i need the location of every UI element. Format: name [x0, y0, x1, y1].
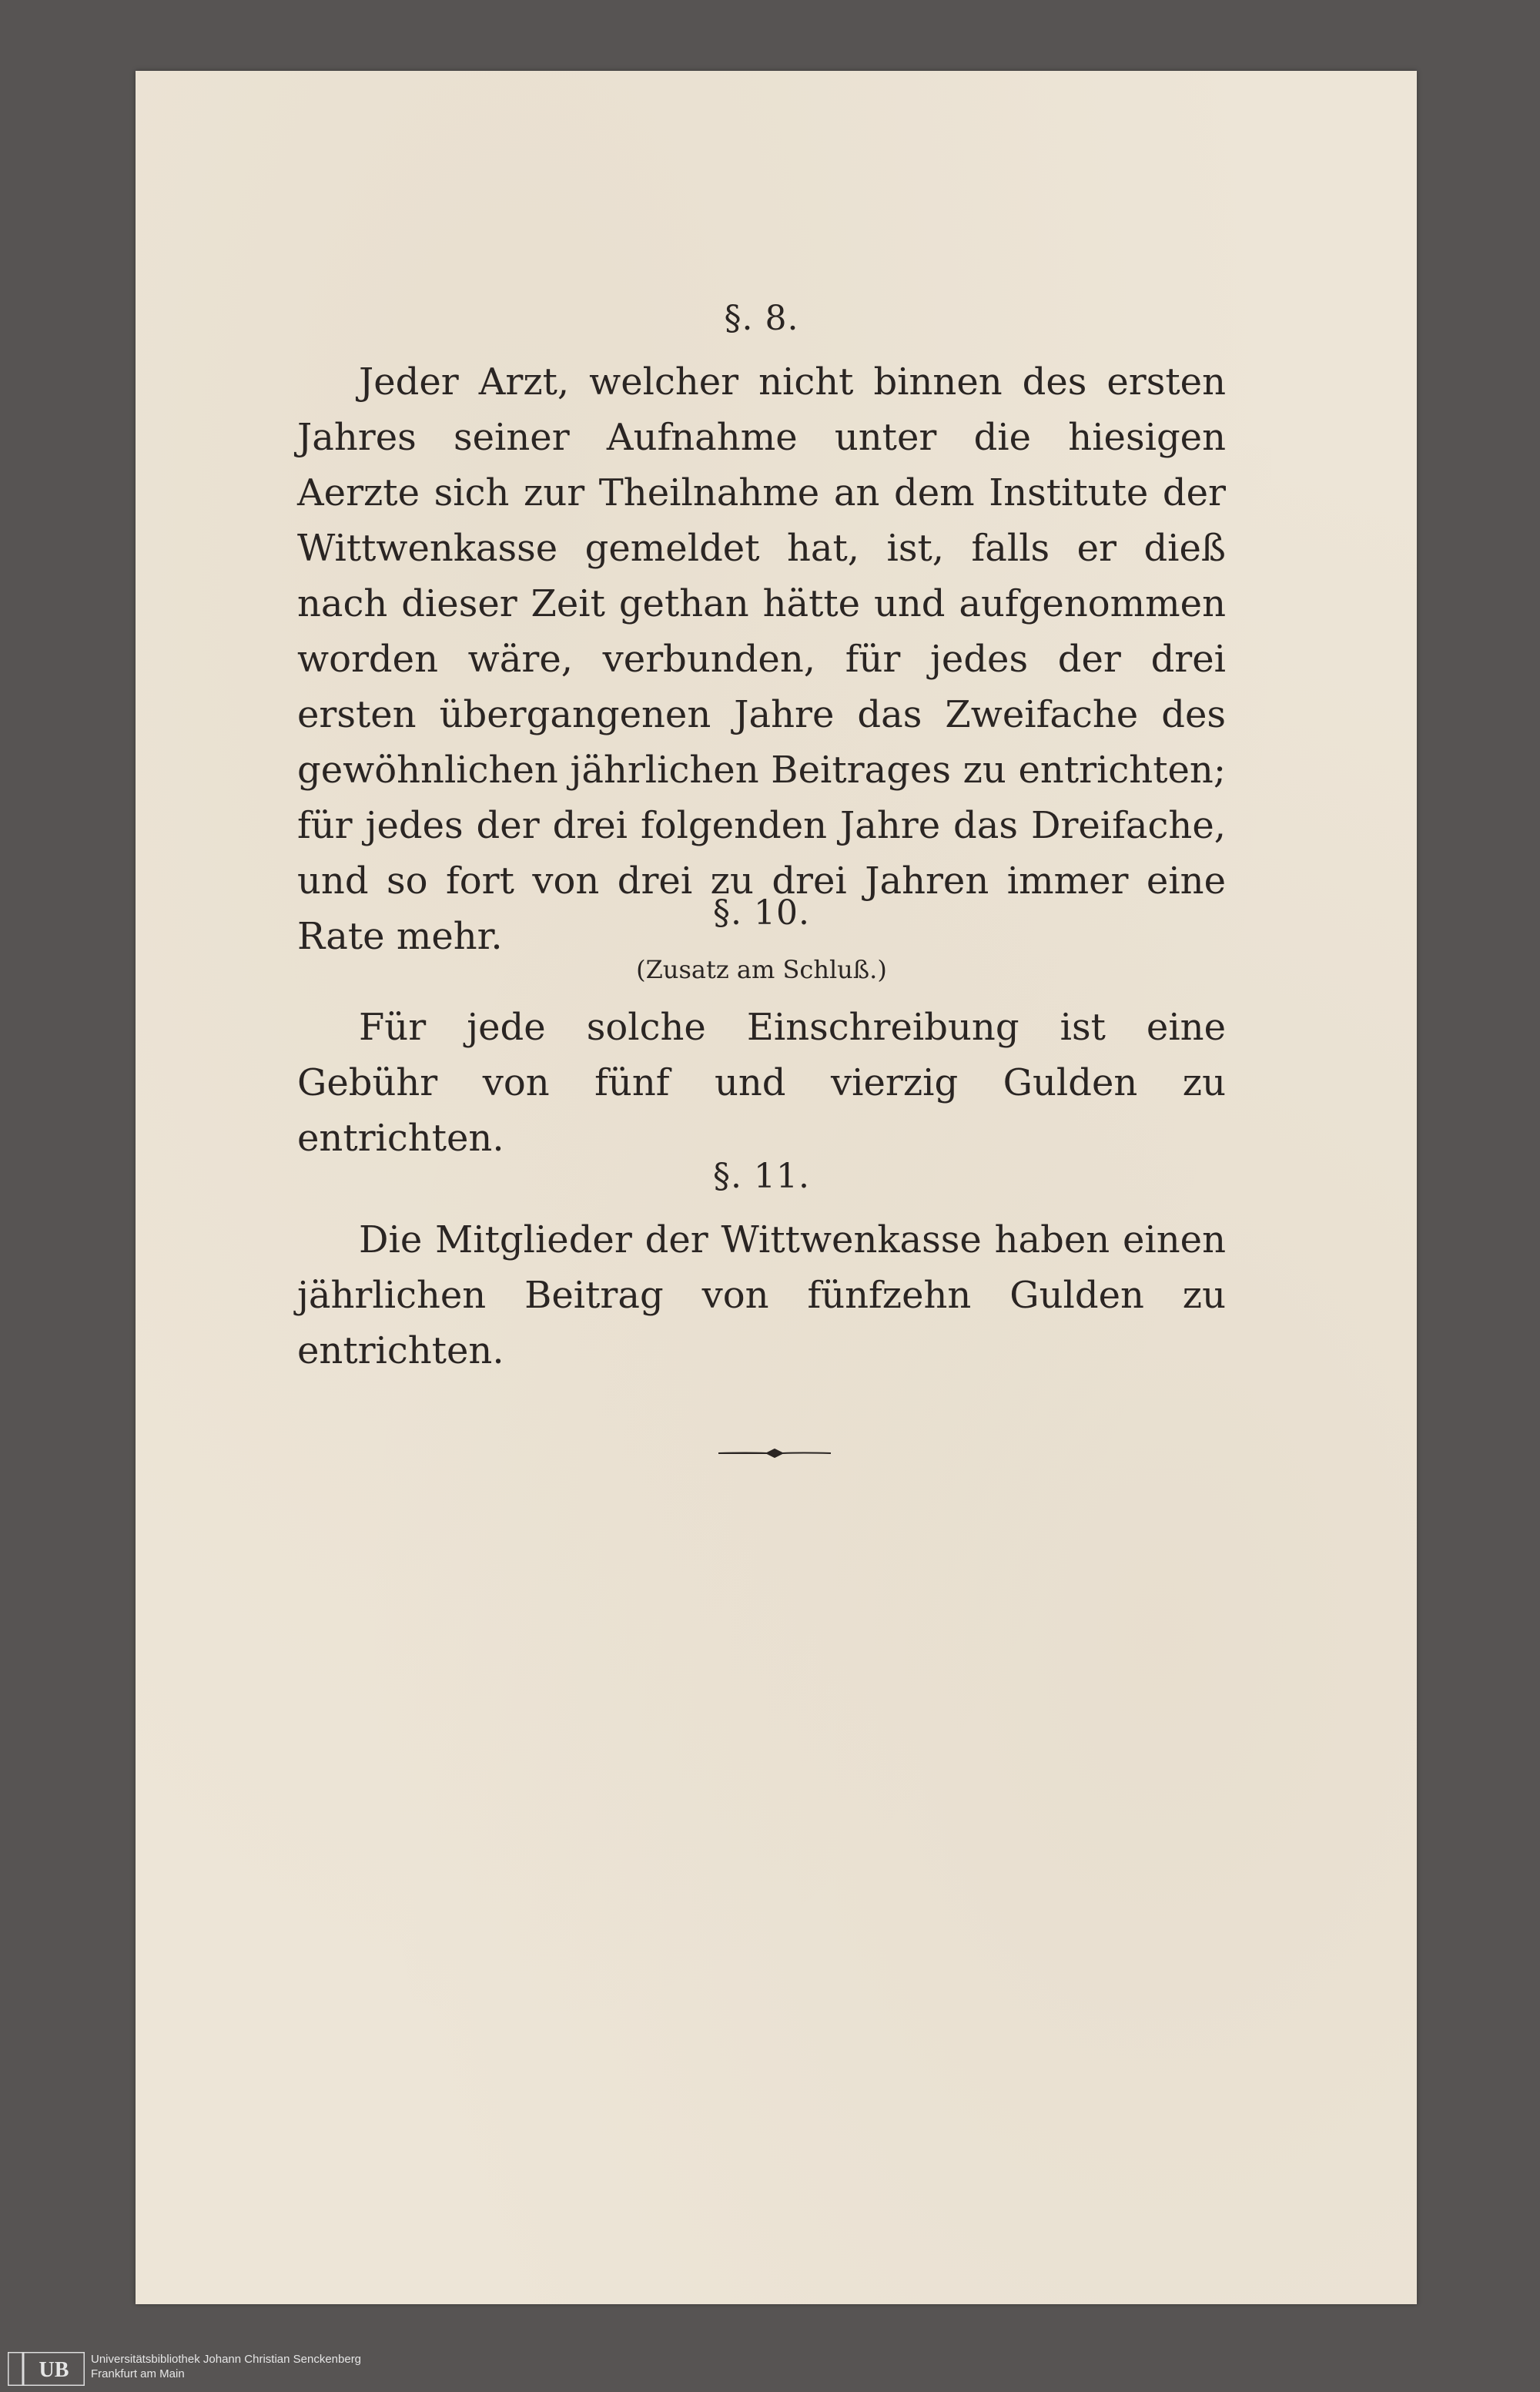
section-8-body: Jeder Arzt, welcher nicht binnen des ersten Jahres seiner Aufnahme unter die hiesigen Aerzte sich zur Theilnahme an dem Institute der Wittwenkasse gemeldet hat, ist, falls er dieß nach dieser Zeit gethan hätte und aufgenommen worden wäre, verbunden, für jedes der drei ersten übergangenen Jahre das Zweifache des gewöhnlichen jährlichen Beitrages zu entrichten; für jedes der drei folgenden Jahre das Dreifache, und so fort von drei zu drei Jahren immer eine Rate mehr.	[297, 360, 1226, 958]
section-10-subheading: (Zusatz am Schluß.)	[636, 955, 887, 984]
section-10-heading: §. 10.	[713, 893, 810, 933]
section-8-text	[297, 354, 1226, 964]
section-10-body: Für jede solche Einschreibung ist eine Gebühr von fünf und vierzig Gulden zu entrichten.	[297, 1006, 1226, 1160]
footer-institution	[91, 2352, 361, 2381]
institution-city: Frankfurt am Main	[91, 2367, 185, 2380]
document-page	[136, 71, 1417, 2304]
section-10-text	[297, 1000, 1226, 1166]
section-11-text	[297, 1212, 1226, 1379]
ornament-divider-icon	[717, 1446, 832, 1461]
section-11-body: Die Mitglieder der Wittwenkasse haben einen jährlichen Beitrag von fünfzehn Gulden zu entrichten.	[297, 1218, 1226, 1372]
section-8-heading: §. 8.	[724, 299, 799, 338]
logo-text: UB	[38, 2358, 69, 2382]
section-11-heading: §. 11.	[713, 1157, 810, 1196]
library-logo-icon	[8, 2352, 85, 2386]
institution-name: Universitätsbibliothek Johann Christian Senckenberg	[91, 2353, 362, 2366]
footer-bar	[0, 2341, 1540, 2392]
